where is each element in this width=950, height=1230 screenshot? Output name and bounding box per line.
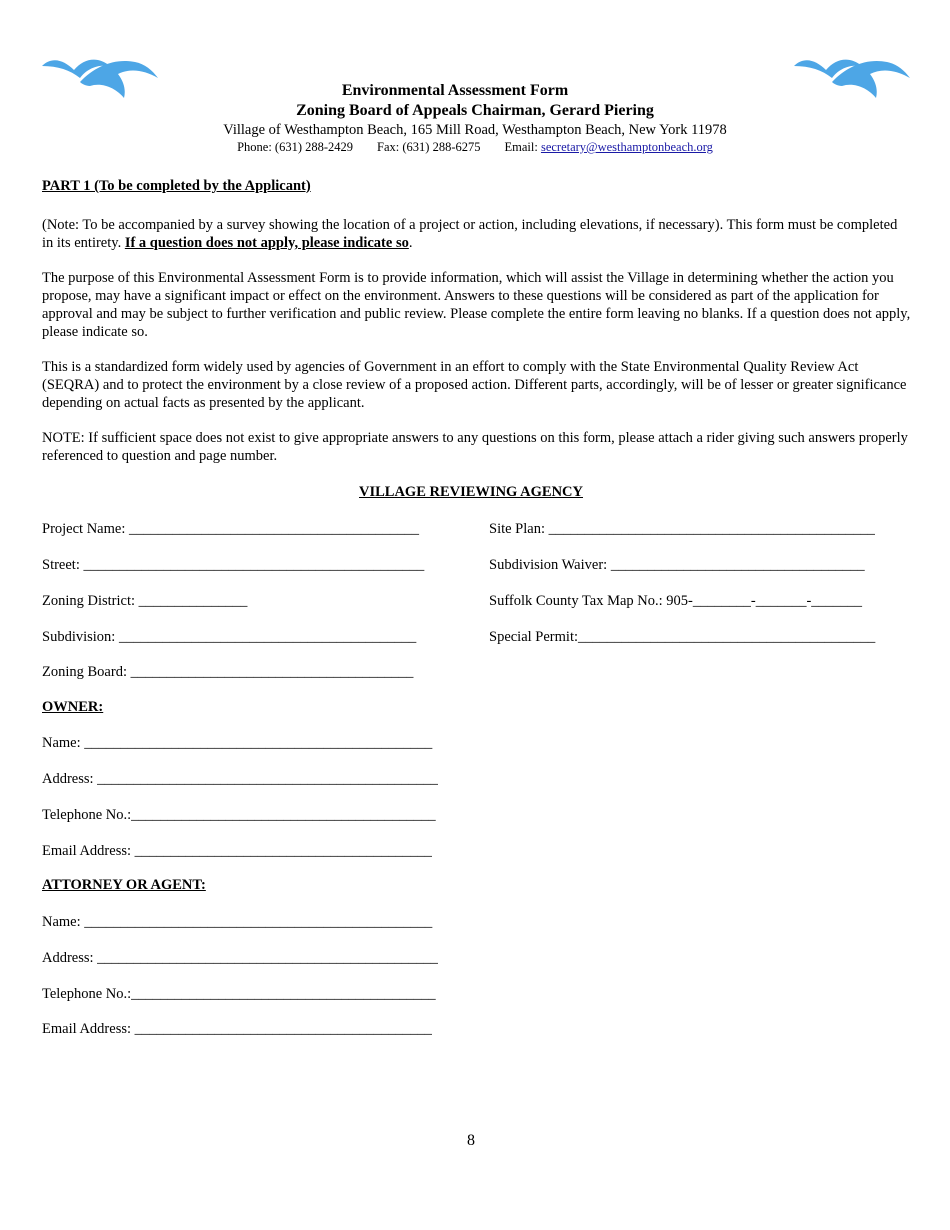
rider-note-paragraph: NOTE: If sufficient space does not exist to give appropriate answers to any questions on this form, please attach a rider giving such answers properly referenced to question and page number. xyxy=(42,430,908,464)
owner-heading: OWNER: xyxy=(42,699,104,715)
zoning-board-field[interactable]: Zoning Board: _______________________________________ xyxy=(42,664,414,680)
agent-name-field[interactable]: Name: ________________________________________________ xyxy=(42,914,433,930)
owner-email-field[interactable]: Email Address: _________________________________________ xyxy=(42,843,432,859)
page-number: 8 xyxy=(467,1132,475,1149)
owner-address-field[interactable]: Address: _______________________________________________ xyxy=(42,771,438,787)
form-title: Environmental Assessment Form xyxy=(341,82,569,99)
agent-telephone-field[interactable]: Telephone No.:__________________________________________ xyxy=(42,986,436,1002)
agency-heading: VILLAGE REVIEWING AGENCY xyxy=(359,484,583,500)
fax-number: Fax: (631) 288-6275 xyxy=(377,140,481,154)
village-address: Village of Westhampton Beach, 165 Mill Road, Westhampton Beach, New York 11978 xyxy=(223,122,727,138)
agent-email-field[interactable]: Email Address: _________________________________________ xyxy=(42,1021,432,1037)
note-end: . xyxy=(408,235,413,251)
contact-line xyxy=(0,140,950,155)
subdivision-waiver-field[interactable]: Subdivision Waiver: ___________________________________ xyxy=(489,557,865,573)
form-subtitle: Zoning Board of Appeals Chairman, Gerard Piering xyxy=(296,102,654,119)
note-paragraph xyxy=(42,216,912,252)
note-text: (Note: To be accompanied by a survey showing the location of a project or action, including elevations, if necessary). This form must be completed in its entirety. xyxy=(42,217,898,251)
agent-heading: ATTORNEY OR AGENT: xyxy=(42,877,206,893)
project-name-field[interactable]: Project Name: ________________________________________ xyxy=(42,521,419,537)
subdivision-field[interactable]: Subdivision: _________________________________________ xyxy=(42,629,417,645)
email-label: Email: xyxy=(504,140,538,154)
note-emphasis: If a question does not apply, please indicate so xyxy=(124,235,409,251)
standardized-paragraph: This is a standardized form widely used by agencies of Government in an effort to comply with the State Environmental Quality Review Act (SEQRA) and to protect the environment by a close review of a proposed action. Different parts, accordingly, will be of lesser or greater significance depending on actual facts as presented by the applicant. xyxy=(42,359,907,411)
agent-address-field[interactable]: Address: _______________________________________________ xyxy=(42,950,438,966)
email-link[interactable]: secretary@westhamptonbeach.org xyxy=(540,140,713,154)
special-permit-field[interactable]: Special Permit:_________________________________________ xyxy=(489,629,876,645)
owner-telephone-field[interactable]: Telephone No.:__________________________________________ xyxy=(42,807,436,823)
phone-number: Phone: (631) 288-2429 xyxy=(237,140,354,154)
purpose-paragraph: The purpose of this Environmental Assessment Form is to provide information, which will assist the Village in determining whether the action you propose, may have a significant impact or effect on the environment. Answers to these questions will be considered as part of the application for approval and may be subject to further verification and public review. Please complete the entire form leaving no blanks. If a question does not apply, please indicate so. xyxy=(42,270,911,340)
part1-heading: PART 1 (To be completed by the Applicant) xyxy=(42,178,311,194)
tax-map-field[interactable]: Suffolk County Tax Map No.: 905-________-_______-_______ xyxy=(489,593,863,609)
zoning-district-field[interactable]: Zoning District: _______________ xyxy=(42,593,248,609)
owner-name-field[interactable]: Name: ________________________________________________ xyxy=(42,735,433,751)
site-plan-field[interactable]: Site Plan: _____________________________________________ xyxy=(489,521,875,537)
street-field[interactable]: Street: _______________________________________________ xyxy=(42,557,425,573)
